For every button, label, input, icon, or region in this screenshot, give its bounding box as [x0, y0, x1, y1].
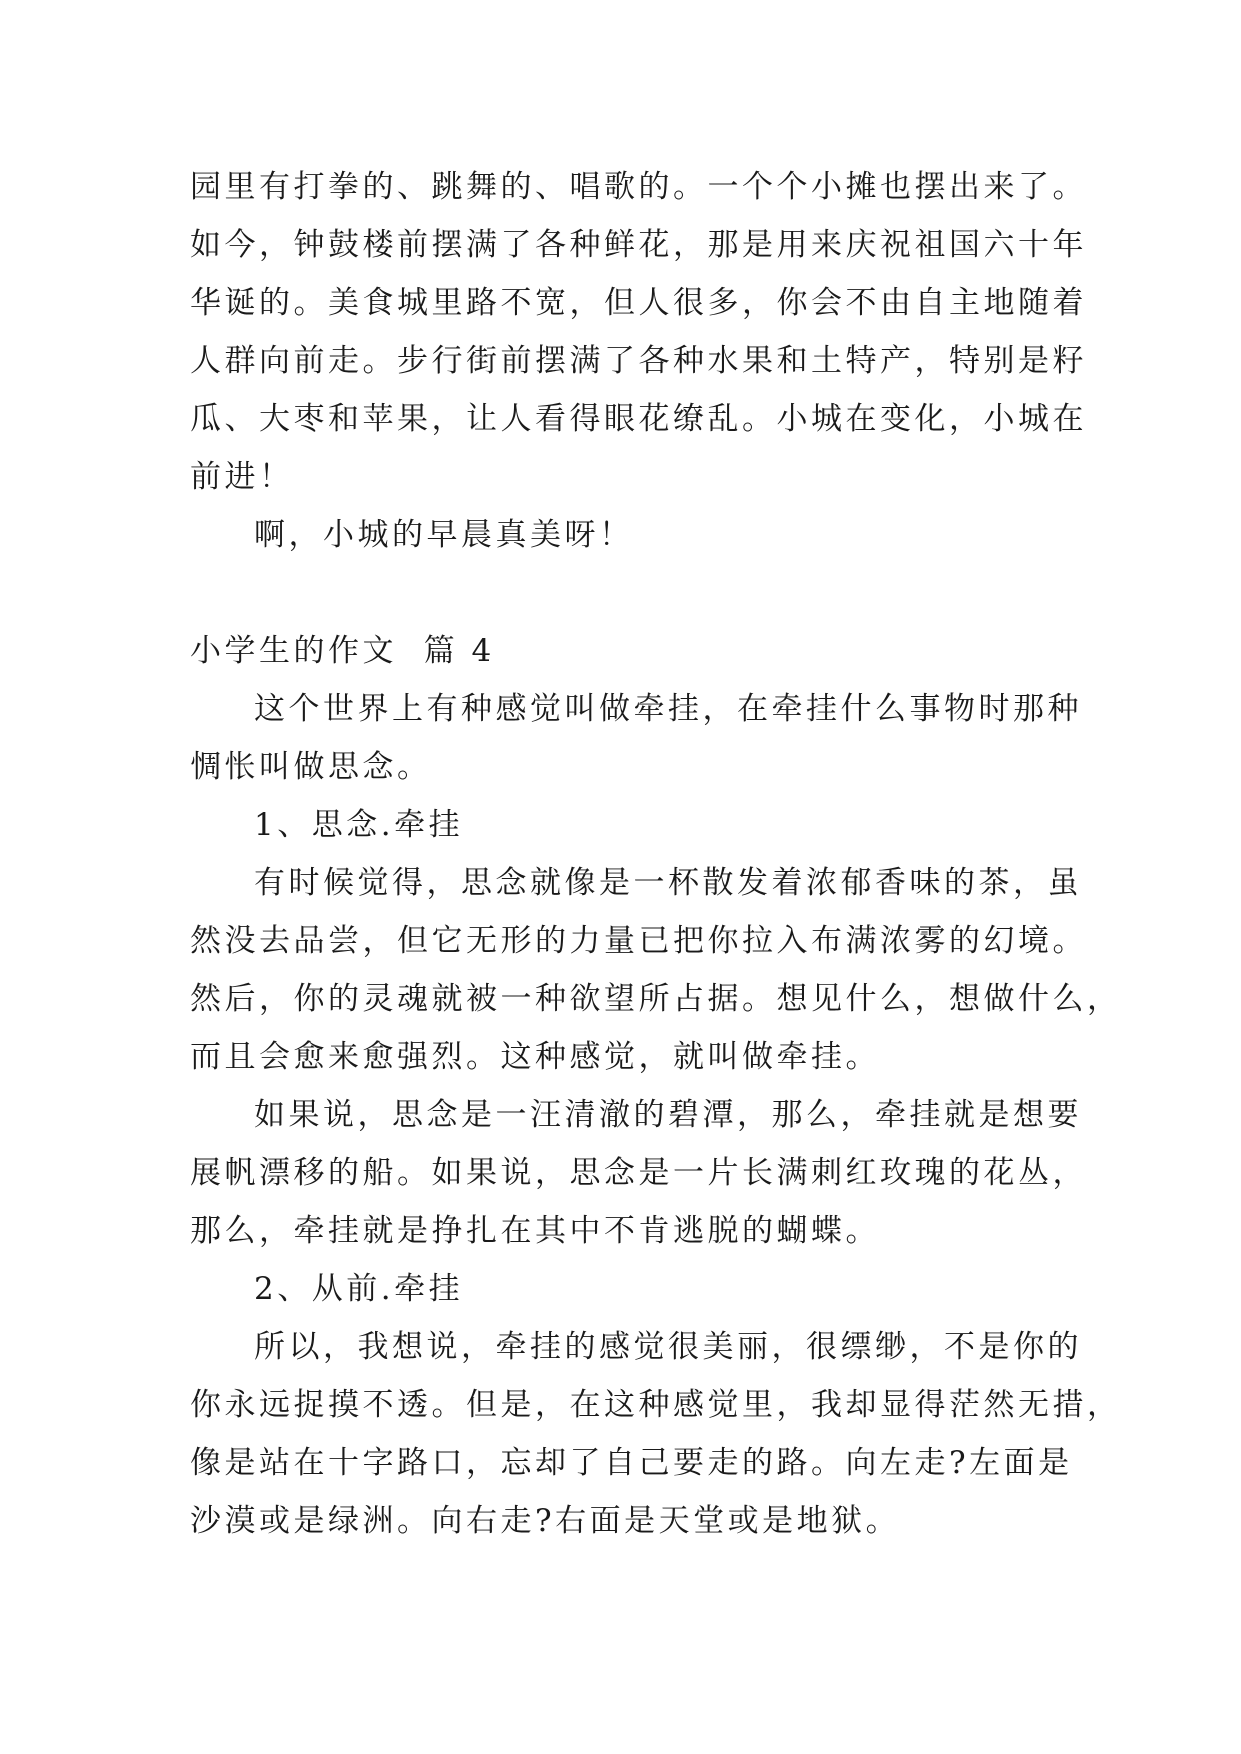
text-line: 而且会愈来愈强烈。这种感觉，就叫做牵挂。 [190, 1039, 880, 1075]
text-line: 华诞的。美食城里路不宽，但人很多，你会不由自主地随着 [190, 285, 1087, 321]
paragraph-crossroad [190, 1318, 1122, 1550]
text-line: 瓜、大枣和苹果，让人看得眼花缭乱。小城在变化，小城在 [190, 401, 1087, 437]
text-line: 园里有打拳的、跳舞的、唱歌的。一个个小摊也摆出来了。 [190, 169, 1087, 205]
section-title: 小学生的作文 篇 4 [190, 633, 495, 669]
paragraph-city-morning [190, 158, 1087, 506]
paragraph-closing [190, 506, 1070, 564]
text-line: 有时候觉得，思念就像是一杯散发着浓郁香味的茶，虽 [254, 865, 1082, 901]
text-line: 像是站在十字路口，忘却了自己要走的路。向左走?左面是 [190, 1445, 1073, 1481]
paragraph-tea [190, 854, 1122, 1086]
text-line: 人群向前走。步行街前摆满了各种水果和土特产，特别是籽 [190, 343, 1087, 379]
subheading-text: 2、从前.牵挂 [254, 1271, 464, 1307]
subheading-1 [190, 796, 1070, 854]
text-line: 你永远捉摸不透。但是，在这种感觉里，我却显得茫然无措， [190, 1387, 1122, 1423]
text-line: 如今，钟鼓楼前摆满了各种鲜花，那是用来庆祝祖国六十年 [190, 227, 1087, 263]
text-line: 前进！ [190, 459, 294, 495]
paragraph-pool [190, 1086, 1087, 1260]
text-line: 展帆漂移的船。如果说，思念是一片长满刺红玫瑰的花丛， [190, 1155, 1087, 1191]
text-line: 惆怅叫做思念。 [190, 749, 432, 785]
text-line: 沙漠或是绿洲。向右走?右面是天堂或是地狱。 [190, 1503, 901, 1539]
text-line: 啊，小城的早晨真美呀！ [254, 517, 634, 553]
text-line: 这个世界上有种感觉叫做牵挂，在牵挂什么事物时那种 [254, 691, 1082, 727]
text-line: 然后，你的灵魂就被一种欲望所占据。想见什么，想做什么， [190, 981, 1122, 1017]
text-line: 然没去品尝，但它无形的力量已把你拉入布满浓雾的幻境。 [190, 923, 1087, 959]
text-line: 所以，我想说，牵挂的感觉很美丽，很缥缈，不是你的 [254, 1329, 1082, 1365]
subheading-2 [190, 1260, 1070, 1318]
text-line: 如果说，思念是一汪清澈的碧潭，那么，牵挂就是想要 [254, 1097, 1082, 1133]
section-heading [190, 622, 1070, 680]
text-line: 那么，牵挂就是挣扎在其中不肯逃脱的蝴蝶。 [190, 1213, 880, 1249]
subheading-text: 1、思念.牵挂 [254, 807, 464, 843]
paragraph-intro [190, 680, 1082, 796]
